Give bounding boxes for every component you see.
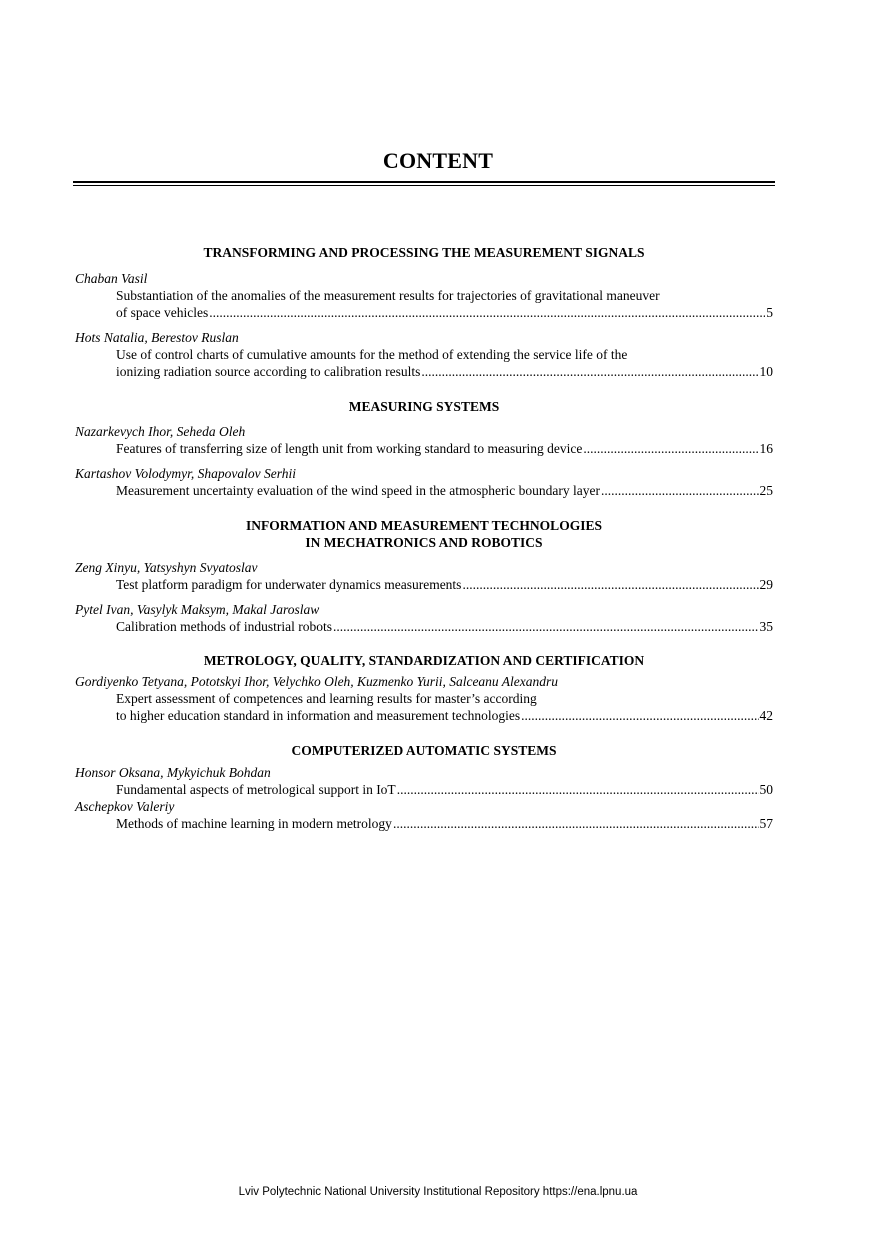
- section-heading: TRANSFORMING AND PROCESSING THE MEASUREMENT SIGNALS: [203, 245, 645, 260]
- entry-title-text: Features of transferring size of length unit from working standard to measuring device: [116, 441, 583, 456]
- entry-title-line: Use of control charts of cumulative amounts for the method of extending the service life of the: [116, 347, 628, 362]
- section-heading: INFORMATION AND MEASUREMENT TECHNOLOGIES: [246, 518, 602, 533]
- toc-entry: [75, 764, 773, 798]
- section-heading: METROLOGY, QUALITY, STANDARDIZATION AND CERTIFICATION: [203, 653, 645, 668]
- entry-title-text: Methods of machine learning in modern metrology: [116, 816, 392, 831]
- dot-leader: [393, 815, 759, 832]
- entry-title-last-line[interactable]: [75, 440, 773, 457]
- toc-entry: [75, 270, 773, 321]
- dot-leader: [421, 363, 758, 380]
- toc-entry: [75, 465, 773, 499]
- entry-title-last-line[interactable]: [75, 815, 773, 832]
- toc-section: [75, 398, 773, 499]
- page-number: 57: [759, 816, 773, 831]
- page-number: 5: [766, 305, 773, 320]
- title-double-rule: [73, 181, 775, 186]
- toc-section: [75, 652, 773, 724]
- entry-authors: Aschepkov Valeriy: [75, 799, 175, 814]
- toc-section: [75, 244, 773, 380]
- page-number: 50: [759, 782, 773, 797]
- page-title: CONTENT: [382, 148, 494, 173]
- entry-title-text: Fundamental aspects of metrological support in IoT: [116, 782, 396, 797]
- entry-authors: Hots Natalia, Berestov Ruslan: [75, 330, 239, 345]
- page-number: 29: [759, 577, 773, 592]
- entry-title-text: ionizing radiation source according to calibration results: [116, 364, 421, 379]
- entry-title-last-line[interactable]: [75, 781, 773, 798]
- entry-title-text: Calibration methods of industrial robots: [116, 619, 332, 634]
- entry-authors: Gordiyenko Tetyana, Pototskyi Ihor, Velychko Oleh, Kuzmenko Yurii, Salceanu Alexandru: [75, 674, 559, 689]
- toc-section: [75, 742, 773, 832]
- page-number: 25: [759, 483, 773, 498]
- table-of-contents: [75, 244, 773, 832]
- entry-authors: Zeng Xinyu, Yatsyshyn Svyatoslav: [75, 560, 258, 575]
- toc-entry: [75, 798, 773, 832]
- entry-title-last-line[interactable]: [75, 618, 773, 635]
- dot-leader: [583, 440, 758, 457]
- entry-title-last-line[interactable]: [75, 707, 773, 724]
- page-number: 35: [759, 619, 773, 634]
- section-heading: MEASURING SYSTEMS: [348, 399, 500, 414]
- entry-title-text: of space vehicles: [116, 305, 209, 320]
- entry-title-last-line[interactable]: [75, 304, 773, 321]
- dot-leader: [209, 304, 765, 321]
- toc-entry: [75, 559, 773, 593]
- toc-section: [75, 517, 773, 635]
- entry-title-last-line[interactable]: [75, 482, 773, 499]
- repository-footer: Lviv Polytechnic National University Institutional Repository https://ena.lpnu.ua: [238, 1186, 638, 1198]
- toc-entry: [75, 673, 773, 724]
- toc-entry: [75, 601, 773, 635]
- section-heading-line-2: IN MECHATRONICS AND ROBOTICS: [305, 535, 543, 550]
- entry-title-line: Substantiation of the anomalies of the measurement results for trajectories of gravitational maneuver: [116, 288, 660, 303]
- entry-title-line: Expert assessment of competences and learning results for master’s according: [116, 691, 537, 706]
- toc-entry: [75, 329, 773, 380]
- entry-title-text: Measurement uncertainty evaluation of the wind speed in the atmospheric boundary layer: [116, 483, 600, 498]
- entry-title-last-line[interactable]: [75, 576, 773, 593]
- page-number: 10: [759, 364, 773, 379]
- section-heading: COMPUTERIZED AUTOMATIC SYSTEMS: [291, 743, 557, 758]
- entry-title-last-line[interactable]: [75, 363, 773, 380]
- dot-leader: [333, 618, 759, 635]
- entry-title-text: to higher education standard in information and measurement technologies: [116, 708, 521, 723]
- dot-leader: [462, 576, 758, 593]
- entry-authors: Honsor Oksana, Mykyichuk Bohdan: [75, 765, 271, 780]
- dot-leader: [397, 781, 759, 798]
- entry-title-text: Test platform paradigm for underwater dynamics measurements: [116, 577, 462, 592]
- dot-leader: [521, 707, 758, 724]
- entry-authors: Kartashov Volodymyr, Shapovalov Serhii: [75, 466, 296, 481]
- page-number: 16: [759, 441, 773, 456]
- toc-entry: [75, 423, 773, 457]
- entry-authors: Chaban Vasil: [75, 271, 148, 286]
- entry-authors: Nazarkevych Ihor, Seheda Oleh: [75, 424, 246, 439]
- dot-leader: [601, 482, 759, 499]
- page-number: 42: [759, 708, 773, 723]
- entry-authors: Pytel Ivan, Vasylyk Maksym, Makal Jaroslaw: [75, 602, 320, 617]
